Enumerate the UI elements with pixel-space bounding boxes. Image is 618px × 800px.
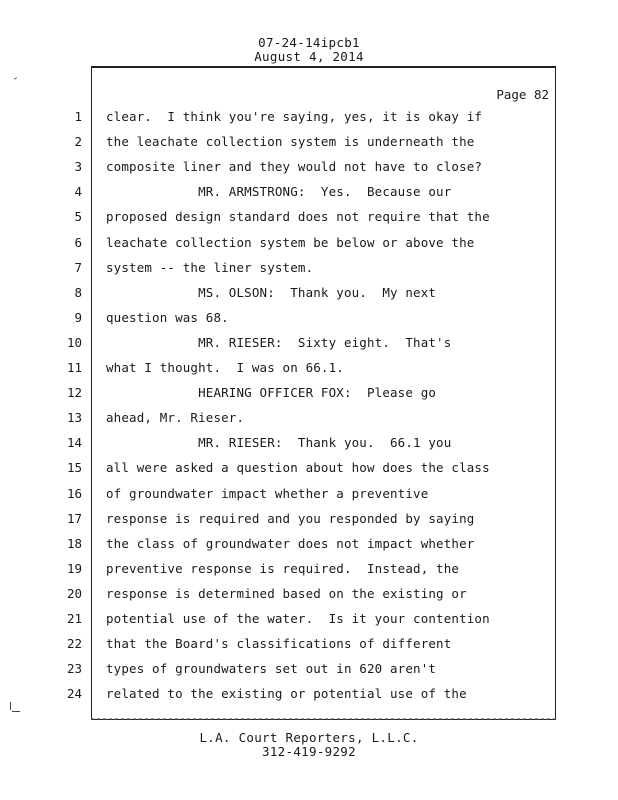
scan-speck — [12, 711, 20, 712]
line-number: 15 — [66, 460, 82, 476]
line-number: 5 — [74, 209, 82, 225]
line-text: MS. OLSON: Thank you. My next — [106, 284, 437, 300]
line-number: 13 — [66, 410, 82, 426]
line-text: ahead, Mr. Rieser. — [106, 410, 245, 426]
header-date: August 4, 2014 — [254, 49, 364, 64]
line-text: types of groundwaters set out in 620 aren't — [106, 661, 437, 677]
footer-company: L.A. Court Reporters, L.L.C. — [199, 730, 419, 745]
line-text: that the Board's classifications of different — [106, 636, 452, 652]
line-text: response is required and you responded by saying — [106, 510, 475, 526]
line-number: 9 — [74, 309, 82, 325]
line-number: 24 — [66, 686, 82, 702]
line-text: related to the existing or potential use of the — [106, 686, 467, 702]
line-text: HEARING OFFICER FOX: Please go — [106, 385, 437, 401]
line-number: 3 — [74, 159, 82, 175]
line-number: 19 — [66, 560, 82, 576]
line-number: 6 — [74, 234, 82, 250]
line-number: 22 — [66, 636, 82, 652]
line-text: MR. RIESER: Thank you. 66.1 you — [106, 435, 452, 451]
line-number: 21 — [66, 611, 82, 626]
line-text: clear. I think you're saying, yes, it is okay if — [106, 109, 483, 124]
line-text: question was 68. — [106, 309, 229, 325]
line-number: 1 — [74, 109, 82, 124]
line-text: composite liner and they would not have to close? — [106, 159, 483, 175]
scan-speck — [14, 77, 17, 79]
line-number: 4 — [74, 184, 82, 200]
line-text: of groundwater impact whether a preventive — [106, 485, 429, 501]
line-number: 17 — [66, 510, 82, 526]
scan-speck — [10, 702, 11, 710]
line-text: the leachate collection system is underneath the — [106, 134, 475, 150]
line-number: 2 — [74, 134, 82, 150]
line-number: 23 — [66, 661, 82, 677]
line-text: potential use of the water. Is it your contention — [106, 611, 490, 626]
line-number: 10 — [66, 334, 82, 350]
header-case-id: 07-24-14ipcb1 — [258, 35, 360, 50]
line-number: 14 — [66, 435, 82, 451]
line-text: leachate collection system be below or above the — [106, 234, 475, 250]
line-number: 20 — [66, 585, 82, 601]
line-text: what I thought. I was on 66.1. — [106, 360, 344, 375]
line-text: system -- the liner system. — [106, 259, 314, 275]
line-text: MR. ARMSTRONG: Yes. Because our — [106, 184, 452, 200]
line-number: 18 — [66, 535, 82, 551]
line-text: response is determined based on the existing or — [106, 585, 467, 601]
line-text: proposed design standard does not require that the — [106, 209, 490, 225]
line-number: 8 — [74, 284, 82, 300]
footer-phone: 312-419-9292 — [262, 744, 356, 759]
line-number: 12 — [66, 385, 82, 401]
line-text: preventive response is required. Instead, the — [106, 560, 460, 576]
line-number: 7 — [74, 259, 82, 275]
page-number: Page 82 — [496, 87, 549, 102]
line-number: 11 — [66, 360, 82, 375]
line-number: 16 — [66, 485, 82, 501]
line-text: MR. RIESER: Sixty eight. That's — [106, 334, 452, 350]
line-text: the class of groundwater does not impact whether — [106, 535, 475, 551]
frame-bottom-edge — [91, 718, 557, 720]
line-text: all were asked a question about how does the class — [106, 460, 490, 476]
